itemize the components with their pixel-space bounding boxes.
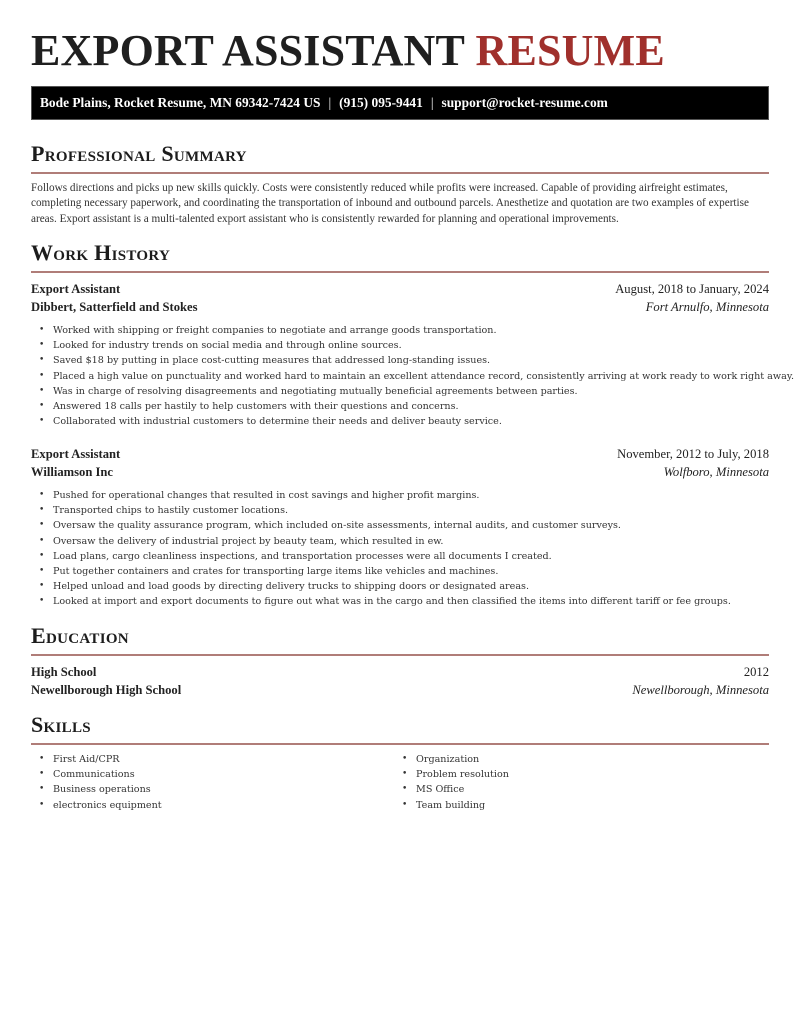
list-item: • Was in charge of resolving disagreements and negotiating mutually beneficial agreements between parties. — [53, 384, 769, 399]
list-item: • Answered 18 calls per hastily to help customers with their questions and concerns. — [53, 399, 769, 414]
section-heading-work-history: Work History — [31, 240, 171, 265]
skill-item: • Business operations — [53, 782, 162, 797]
skill-item: • First Aid/CPR — [53, 752, 162, 767]
bullet-icon: • — [39, 769, 45, 780]
job-location: Fort Arnulfo, Minnesota — [645, 300, 769, 314]
skill-item: • Problem resolution — [416, 767, 509, 782]
title-main: EXPORT ASSISTANT — [31, 26, 465, 75]
section-divider — [31, 271, 769, 273]
list-item: • Oversaw the delivery of industrial project by beauty team, which resulted in ew. — [53, 534, 769, 549]
bullet-icon: • — [39, 550, 45, 561]
skill-item: • Communications — [53, 767, 162, 782]
list-item: • Put together containers and crates for transporting large items like vehicles and machines. — [53, 564, 769, 579]
skills-list-right — [402, 752, 509, 813]
contact-separator: | — [328, 95, 332, 110]
job-dates: August, 2018 to January, 2024 — [615, 282, 769, 296]
contact-bar — [31, 86, 769, 120]
list-item: • Load plans, cargo cleanliness inspections, and transportation processes were all documents I created. — [53, 549, 769, 564]
job-header-row — [31, 445, 769, 463]
list-item: • Oversaw the quality assurance program, which included on-site assessments, internal audits, and customer surveys. — [53, 518, 769, 533]
bullet-icon: • — [39, 535, 45, 546]
bullet-icon: • — [39, 520, 45, 531]
bullet-icon: • — [39, 596, 45, 607]
list-item: • Transported chips to hastily customer locations. — [53, 503, 769, 518]
list-item: • Pushed for operational changes that resulted in cost savings and higher profit margins. — [53, 488, 769, 503]
list-item: • Helped unload and load goods by directing delivery trucks to shipping doors or designated areas. — [53, 579, 769, 594]
list-item: • Placed a high value on punctuality and worked hard to maintain an excellent attendance record, consistently arriving at work ready to work right away. — [53, 369, 769, 384]
education-year: 2012 — [743, 665, 769, 679]
bullet-icon: • — [39, 566, 45, 577]
bullet-icon: • — [39, 784, 45, 795]
contact-address: Bode Plains, Rocket Resume, MN 69342-7424 US — [40, 95, 321, 110]
list-item: • Collaborated with industrial customers to determine their needs and deliver beauty service. — [53, 414, 769, 429]
skill-item: • Team building — [416, 798, 509, 813]
job-header-row — [31, 280, 769, 298]
section-heading-skills: Skills — [31, 712, 91, 737]
bullet-icon: • — [402, 799, 408, 810]
job-company-row — [31, 298, 769, 316]
bullet-icon: • — [39, 799, 45, 810]
job-dates: November, 2012 to July, 2018 — [617, 447, 769, 461]
contact-phone: (915) 095-9441 — [339, 95, 423, 110]
bullet-icon: • — [39, 581, 45, 592]
skill-item: • Organization — [416, 752, 509, 767]
bullet-icon: • — [39, 505, 45, 516]
title-accent: RESUME — [475, 26, 665, 75]
job-bullet-list — [39, 323, 795, 429]
job-title: Export Assistant — [31, 282, 121, 296]
section-divider — [31, 172, 769, 174]
bullet-icon: • — [402, 784, 408, 795]
job-location: Wolfboro, Minnesota — [663, 465, 769, 479]
list-item: • Saved $18 by putting in place cost-cutting measures that addressed long-standing issues. — [53, 353, 769, 368]
bullet-icon: • — [402, 769, 408, 780]
contact-separator: | — [430, 95, 434, 110]
section-heading-education: Education — [31, 623, 129, 648]
education-school: Newellborough High School — [31, 683, 182, 697]
job-bullet-list — [39, 488, 769, 610]
job-title: Export Assistant — [31, 447, 121, 461]
bullet-icon: • — [39, 385, 45, 396]
bullet-icon: • — [39, 754, 45, 764]
list-item: • Worked with shipping or freight companies to negotiate and arrange goods transportation. — [53, 323, 769, 338]
job-company: Williamson Inc — [31, 465, 113, 479]
section-divider — [31, 654, 769, 656]
contact-email: support@rocket-resume.com — [441, 95, 608, 110]
skills-list-left — [39, 752, 162, 813]
education-location: Newellborough, Minnesota — [632, 683, 769, 697]
bullet-icon: • — [39, 401, 45, 412]
bullet-icon: • — [39, 490, 45, 500]
resume-title — [31, 26, 665, 76]
job-company-row — [31, 463, 769, 481]
bullet-icon: • — [39, 355, 45, 366]
section-heading-summary: Professional Summary — [31, 141, 247, 166]
education-degree: High School — [31, 665, 97, 679]
skill-item: • electronics equipment — [53, 798, 162, 813]
list-item: • Looked for industry trends on social media and through online sources. — [53, 338, 769, 353]
list-item: • Looked at import and export documents to figure out what was in the cargo and then classified the items into different tariff or fee groups. — [53, 594, 769, 609]
bullet-icon: • — [39, 325, 45, 335]
bullet-icon: • — [39, 340, 45, 351]
bullet-icon: • — [39, 416, 45, 427]
bullet-icon: • — [402, 754, 408, 764]
job-company: Dibbert, Satterfield and Stokes — [31, 300, 198, 314]
education-header-row — [31, 663, 769, 681]
summary-text: Follows directions and picks up new skills quickly. Costs were consistently reduced while profits were increased. Capable of providing airfreight estimates, completing necessary paperwork, and coordinating the transportation of inbound and outbound parcels. Anesthetize and quotation are two examples of expertise areas. Export assistant is a multi-talented export assistant who is consistently rewarded for planning and operational improvements. — [31, 182, 749, 225]
section-divider — [31, 743, 769, 745]
bullet-icon: • — [39, 370, 45, 381]
education-school-row — [31, 681, 769, 699]
skill-item: • MS Office — [416, 782, 509, 797]
